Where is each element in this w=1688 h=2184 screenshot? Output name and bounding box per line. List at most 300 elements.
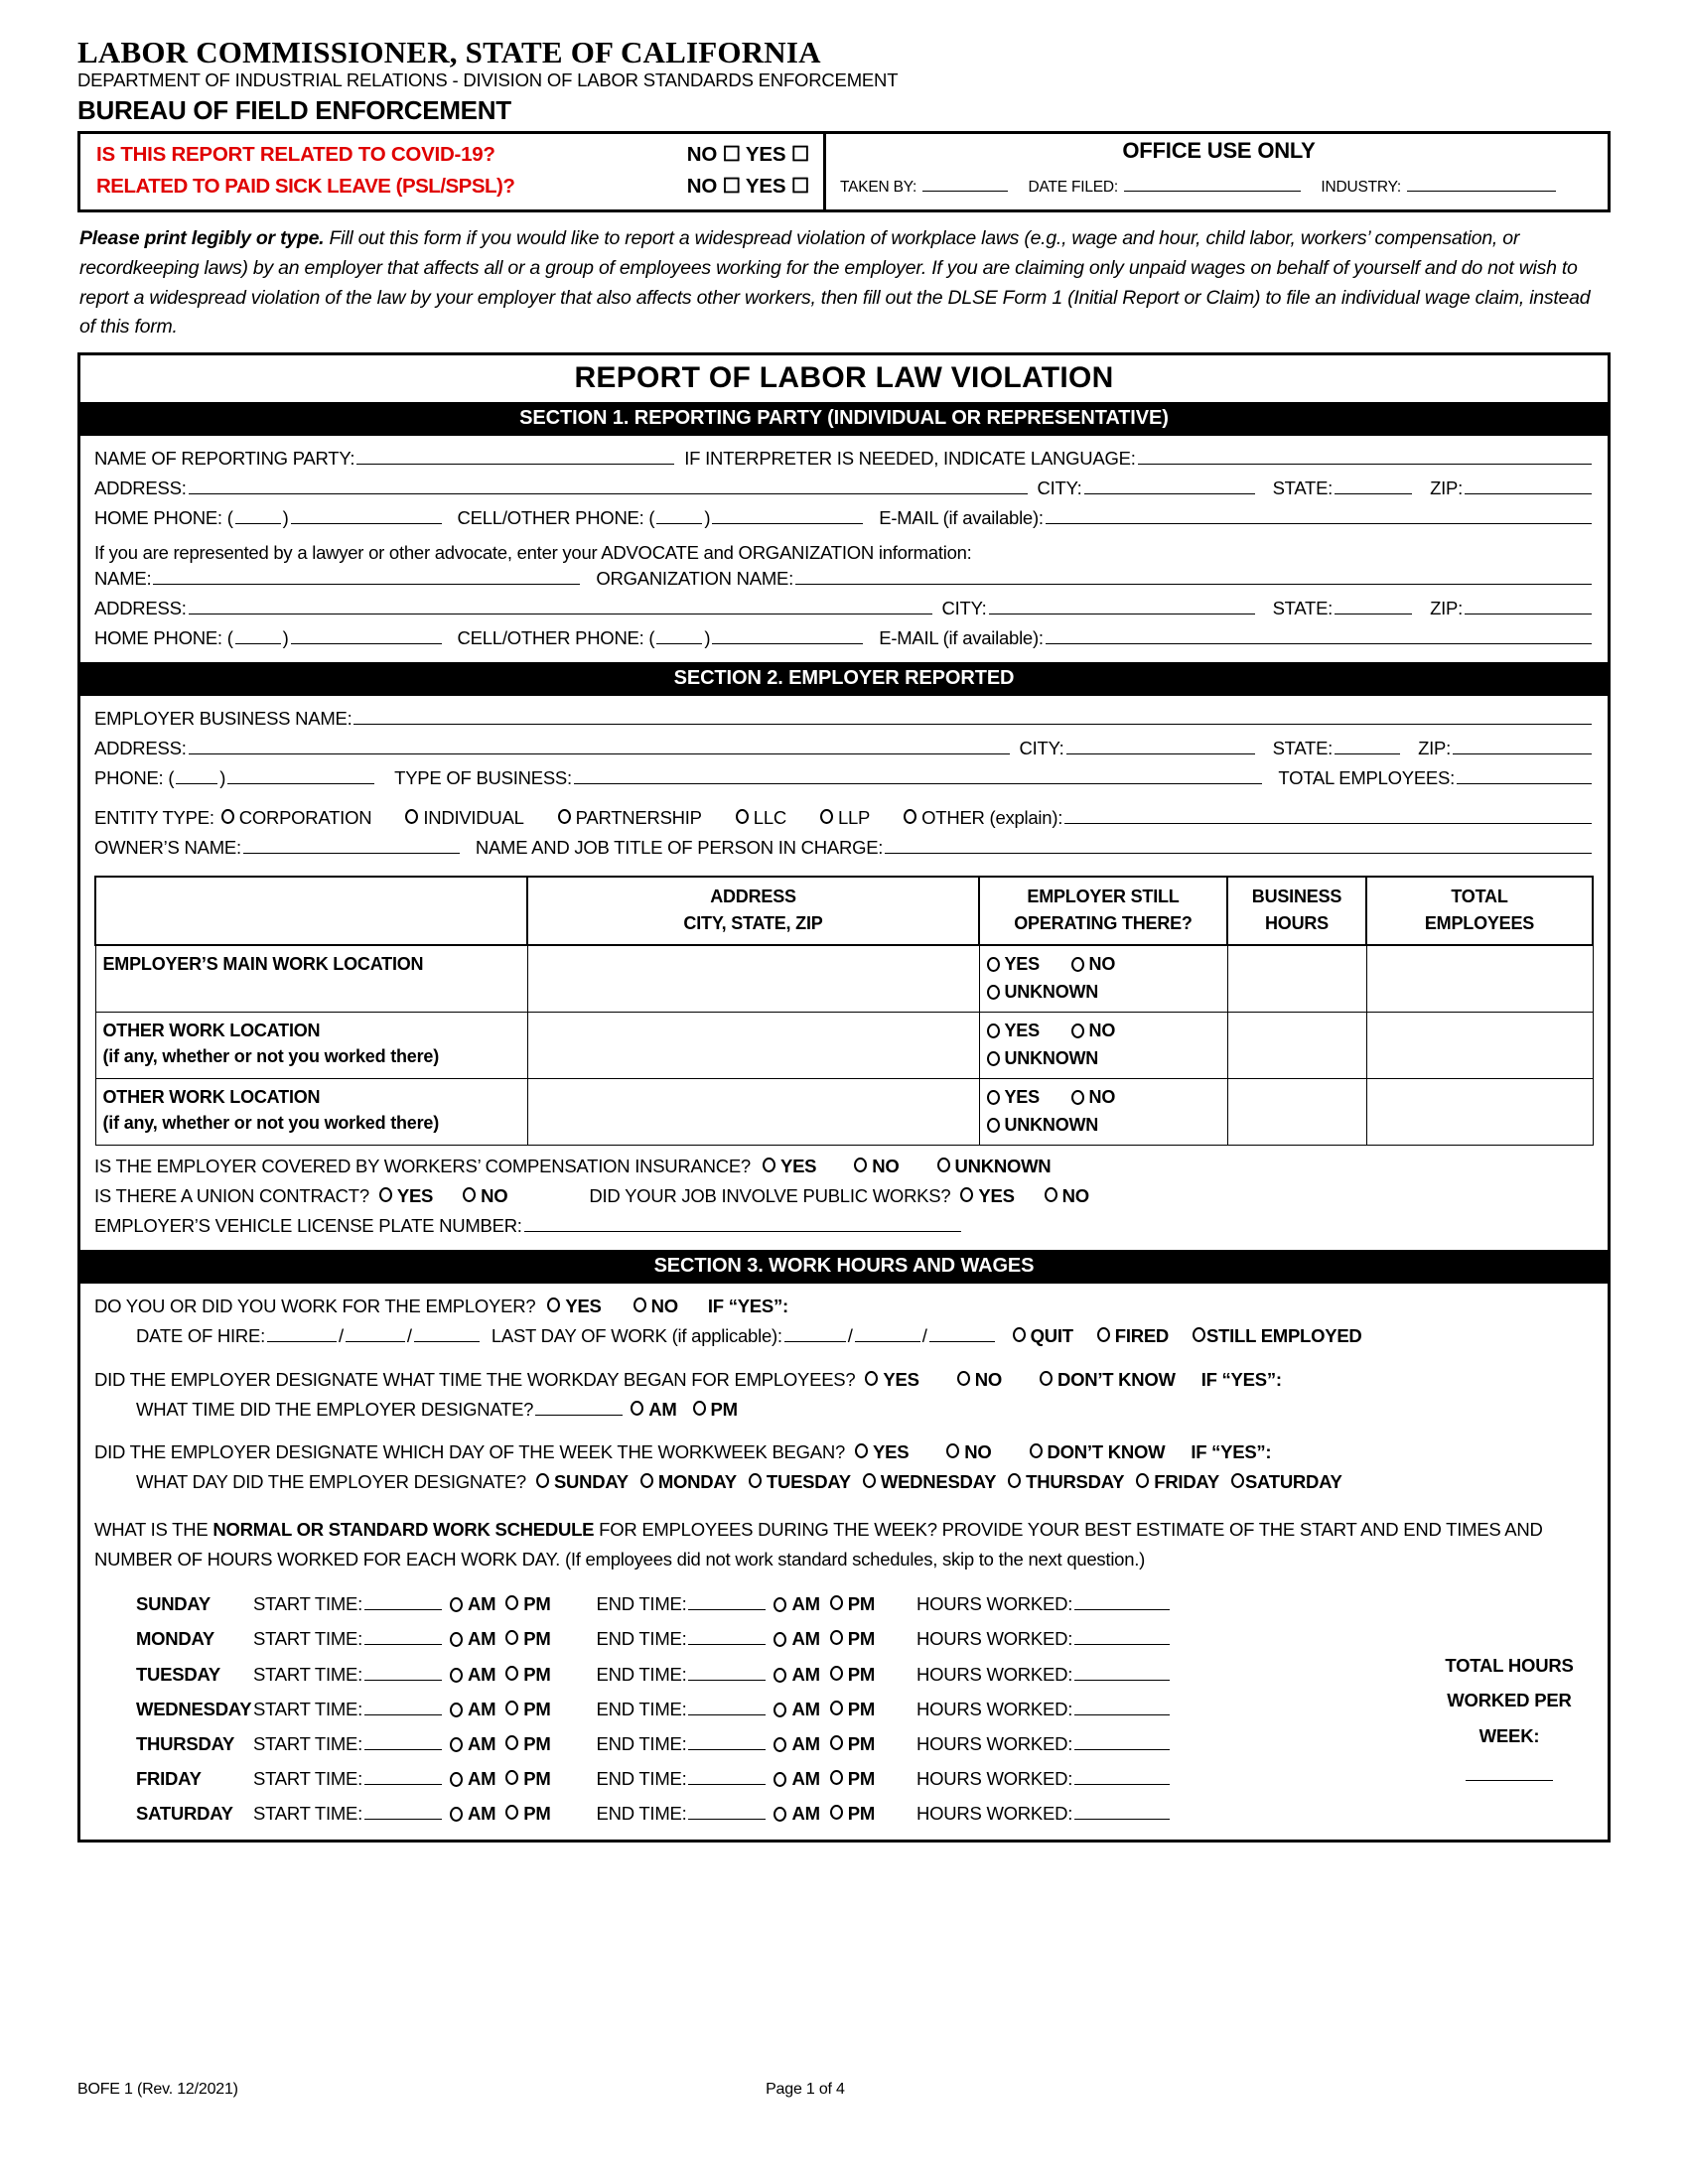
reporting-party-city-input[interactable] — [1084, 476, 1255, 494]
separation-option-fired[interactable]: FIRED — [1114, 1324, 1170, 1346]
radio-start-am-icon[interactable] — [450, 1807, 463, 1822]
union-question: IS THERE A UNION CONTRACT? — [94, 1184, 369, 1206]
entity-type-label: ENTITY TYPE: — [94, 806, 214, 828]
other1-address-input[interactable] — [527, 1013, 979, 1079]
header-total-line2: EMPLOYEES — [1424, 913, 1535, 934]
union-option-yes[interactable]: YES — [396, 1184, 434, 1206]
advocate-home-phone-area-input[interactable] — [235, 625, 281, 644]
license-plate-input[interactable] — [524, 1213, 961, 1232]
workday-time-question: WHAT TIME DID THE EMPLOYER DESIGNATE? — [136, 1398, 534, 1420]
row-label-line2: (if any, whether or not you worked there) — [102, 1046, 440, 1067]
radio-wc-unknown-icon[interactable] — [937, 1158, 950, 1172]
label-yes[interactable]: YES — [1004, 1021, 1040, 1041]
start-pm-label[interactable]: PM — [523, 1628, 551, 1650]
radio-unknown-icon[interactable] — [987, 985, 1000, 1000]
radio-llc-icon[interactable] — [736, 809, 749, 824]
radio-yes-icon[interactable] — [987, 1024, 1000, 1038]
radio-no-icon[interactable] — [1071, 1024, 1084, 1038]
label-yes[interactable]: YES — [1004, 954, 1040, 975]
end-pm-label[interactable]: PM — [847, 1593, 875, 1615]
taken-by-input[interactable] — [922, 173, 1008, 192]
type-of-business-input[interactable] — [574, 765, 1262, 784]
radio-corporation-icon[interactable] — [221, 809, 234, 824]
other2-address-input[interactable] — [527, 1078, 979, 1145]
office-use-only — [823, 134, 1608, 209]
hours-worked-label: HOURS WORKED: — [916, 1628, 1073, 1650]
radio-end-am-icon[interactable] — [774, 1772, 786, 1787]
city-label: CITY: — [1037, 477, 1082, 498]
home-phone-label: HOME PHONE: ( — [94, 506, 233, 528]
radio-still-employed-icon[interactable] — [1193, 1327, 1205, 1342]
organization-label: ORGANIZATION NAME: — [596, 567, 794, 589]
radio-llp-icon[interactable] — [820, 809, 833, 824]
reporting-party-name-input[interactable] — [356, 446, 674, 465]
radio-end-pm-icon[interactable] — [830, 1735, 843, 1750]
radio-workday-pm-icon[interactable] — [693, 1401, 706, 1416]
start-am-label[interactable]: AM — [467, 1663, 496, 1685]
label-no[interactable]: NO — [1088, 1021, 1116, 1041]
lastday-month-input[interactable] — [784, 1323, 846, 1342]
day-option-thursday[interactable]: THURSDAY — [1026, 1471, 1125, 1493]
psl-checkboxes[interactable]: NO ☐ YES ☐ — [686, 175, 809, 199]
radio-end-am-icon[interactable] — [774, 1597, 786, 1612]
radio-no-icon[interactable] — [1071, 1090, 1084, 1105]
start-time-input[interactable] — [364, 1766, 442, 1785]
employer-phone-input[interactable] — [227, 765, 374, 784]
entity-option-other[interactable]: OTHER (explain): — [921, 806, 1063, 828]
employer-state-label: STATE: — [1272, 737, 1334, 758]
covid19-row[interactable] — [96, 139, 823, 171]
radio-start-pm-icon[interactable] — [505, 1770, 518, 1785]
radio-day-friday-icon[interactable] — [1136, 1473, 1149, 1488]
other1-operating-unknown[interactable] — [987, 1045, 1220, 1073]
section1-header: SECTION 1. REPORTING PARTY (INDIVIDUAL OR REPRESENTATIVE) — [80, 402, 1608, 436]
end-time-input[interactable] — [688, 1626, 766, 1645]
radio-start-pm-icon[interactable] — [505, 1595, 518, 1610]
radio-start-am-icon[interactable] — [450, 1703, 463, 1717]
label-unknown[interactable]: UNKNOWN — [1004, 1048, 1099, 1069]
row-label-other-location-1 — [95, 1013, 527, 1079]
employer-address-input[interactable] — [189, 736, 1010, 754]
schedule-row-friday — [94, 1761, 1594, 1796]
start-am-label[interactable]: AM — [467, 1628, 496, 1650]
workday-option-no[interactable]: NO — [974, 1368, 1002, 1390]
employer-city-label: CITY: — [1019, 737, 1064, 758]
day-option-friday[interactable]: FRIDAY — [1154, 1471, 1219, 1493]
radio-start-am-icon[interactable] — [450, 1668, 463, 1683]
advocate-home-phone-input[interactable] — [291, 625, 442, 644]
advocate-name-label: NAME: — [94, 567, 152, 589]
workers-comp-row — [94, 1152, 1594, 1181]
hours-worked-label: HOURS WORKED: — [916, 1803, 1073, 1825]
end-am-label[interactable]: AM — [791, 1628, 820, 1650]
workday-option-yes[interactable]: YES — [883, 1368, 919, 1390]
radio-work-yes-icon[interactable] — [547, 1297, 560, 1312]
other2-operating-unknown[interactable] — [987, 1112, 1220, 1140]
hours-worked-input[interactable] — [1074, 1626, 1170, 1645]
start-am-label[interactable]: AM — [467, 1593, 496, 1615]
start-pm-label[interactable]: PM — [523, 1698, 551, 1719]
radio-yes-icon[interactable] — [987, 957, 1000, 972]
radio-start-pm-icon[interactable] — [505, 1701, 518, 1715]
schedule-row-saturday — [94, 1796, 1594, 1831]
label-no[interactable]: NO — [1088, 1086, 1116, 1107]
end-time-input[interactable] — [688, 1731, 766, 1750]
entity-option-llc[interactable]: LLC — [753, 806, 786, 828]
covid19-checkboxes[interactable]: NO ☐ YES ☐ — [686, 143, 809, 167]
other1-total-employees-input[interactable] — [1366, 1013, 1593, 1079]
hours-worked-input[interactable] — [1074, 1731, 1170, 1750]
hire-month-input[interactable] — [267, 1323, 337, 1342]
end-time-label: END TIME: — [596, 1663, 687, 1685]
end-am-label[interactable]: AM — [791, 1663, 820, 1685]
advocate-address-input[interactable] — [189, 596, 932, 614]
agency-title: LABOR COMMISSIONER, STATE OF CALIFORNIA — [77, 35, 821, 69]
radio-workday-am-icon[interactable] — [631, 1401, 643, 1416]
start-time-input[interactable] — [364, 1591, 442, 1610]
start-time-input[interactable] — [364, 1697, 442, 1715]
hours-worked-input[interactable] — [1074, 1591, 1170, 1610]
industry-input[interactable] — [1407, 173, 1556, 192]
start-time-input[interactable] — [364, 1731, 442, 1750]
employer-state-input[interactable] — [1335, 736, 1400, 754]
start-time-label: START TIME: — [253, 1628, 362, 1650]
radio-start-am-icon[interactable] — [450, 1597, 463, 1612]
other1-operating-yes-no[interactable] — [987, 1018, 1220, 1045]
organization-name-input[interactable] — [795, 566, 1592, 585]
employer-address-label: ADDRESS: — [94, 737, 187, 758]
day-option-monday[interactable]: MONDAY — [657, 1471, 737, 1493]
start-pm-label[interactable]: PM — [523, 1663, 551, 1685]
owner-name-input[interactable] — [243, 835, 460, 854]
start-time-label: START TIME: — [253, 1768, 362, 1790]
entity-option-individual[interactable]: INDIVIDUAL — [423, 806, 524, 828]
advocate-zip-input[interactable] — [1465, 596, 1592, 614]
radio-end-am-icon[interactable] — [774, 1703, 786, 1717]
end-pm-label[interactable]: PM — [847, 1663, 875, 1685]
workday-am-label[interactable]: AM — [648, 1398, 677, 1420]
table-row — [95, 1013, 1593, 1079]
radio-day-thursday-icon[interactable] — [1008, 1473, 1021, 1488]
public-works-question: DID YOUR JOB INVOLVE PUBLIC WORKS? — [589, 1184, 951, 1206]
entity-option-llp[interactable]: LLP — [837, 806, 871, 828]
page-footer — [77, 2081, 1611, 2099]
schedule-day-label: TUESDAY — [136, 1663, 220, 1685]
schedule-day-label: SATURDAY — [136, 1803, 233, 1825]
radio-union-no-icon[interactable] — [463, 1187, 476, 1202]
advocate-phone-row — [94, 623, 1594, 653]
workday-option-dont-know[interactable]: DON’T KNOW — [1056, 1368, 1176, 1390]
employer-phone-area-input[interactable] — [176, 765, 217, 784]
radio-end-pm-icon[interactable] — [830, 1770, 843, 1785]
entity-option-corporation[interactable]: CORPORATION — [238, 806, 372, 828]
instructions-lead: Please print legibly or type. — [79, 227, 325, 250]
radio-workday-yes-icon[interactable] — [865, 1371, 878, 1386]
radio-end-pm-icon[interactable] — [830, 1666, 843, 1681]
reporting-party-zip-input[interactable] — [1465, 476, 1592, 494]
employer-city-input[interactable] — [1066, 736, 1255, 754]
start-pm-label[interactable]: PM — [523, 1768, 551, 1790]
type-of-business-label: TYPE OF BUSINESS: — [394, 766, 572, 788]
separation-option-still-employed[interactable]: STILL EMPLOYED — [1206, 1324, 1362, 1346]
employer-business-name-row — [94, 704, 1594, 734]
label-unknown[interactable]: UNKNOWN — [1004, 982, 1099, 1003]
radio-start-pm-icon[interactable] — [505, 1805, 518, 1820]
employer-zip-label: ZIP: — [1418, 737, 1451, 758]
workday-pm-label[interactable]: PM — [710, 1398, 738, 1420]
end-am-label[interactable]: AM — [791, 1593, 820, 1615]
radio-start-am-icon[interactable] — [450, 1632, 463, 1647]
radio-start-pm-icon[interactable] — [505, 1666, 518, 1681]
start-time-input[interactable] — [364, 1662, 442, 1681]
pw-option-no[interactable]: NO — [1061, 1184, 1089, 1206]
union-public-works-row — [94, 1181, 1594, 1211]
workday-question-row — [94, 1365, 1594, 1395]
separation-option-quit[interactable]: QUIT — [1030, 1324, 1073, 1346]
start-time-label: START TIME: — [253, 1803, 362, 1825]
home-phone-area-input[interactable] — [235, 505, 281, 524]
hours-worked-label: HOURS WORKED: — [916, 1732, 1073, 1754]
start-pm-label[interactable]: PM — [523, 1803, 551, 1825]
end-am-label[interactable]: AM — [791, 1768, 820, 1790]
end-time-input[interactable] — [688, 1662, 766, 1681]
office-use-fields[interactable] — [840, 173, 1598, 197]
advocate-state-input[interactable] — [1335, 596, 1412, 614]
total-hours-input[interactable] — [1466, 1779, 1553, 1781]
radio-unknown-icon[interactable] — [987, 1051, 1000, 1066]
hours-worked-input[interactable] — [1074, 1766, 1170, 1785]
radio-day-monday-icon[interactable] — [640, 1473, 653, 1488]
workweek-option-yes[interactable]: YES — [873, 1441, 910, 1463]
hours-worked-input[interactable] — [1074, 1697, 1170, 1715]
home-phone-input[interactable] — [291, 505, 442, 524]
radio-start-pm-icon[interactable] — [505, 1630, 518, 1645]
label-no[interactable]: NO — [1088, 954, 1116, 975]
start-am-label[interactable]: AM — [467, 1698, 496, 1719]
main-operating-yes-no[interactable] — [987, 951, 1220, 979]
radio-unknown-icon[interactable] — [987, 1118, 1000, 1133]
radio-day-wednesday-icon[interactable] — [863, 1473, 876, 1488]
page-number: Page 1 of 4 — [766, 2081, 845, 2098]
advocate-cell-phone-area-input[interactable] — [656, 625, 702, 644]
end-time-input[interactable] — [688, 1766, 766, 1785]
cell-phone-area-input[interactable] — [656, 505, 702, 524]
pw-option-yes[interactable]: YES — [978, 1184, 1015, 1206]
schedule-row-monday — [94, 1621, 1594, 1656]
advocate-city-label: CITY: — [941, 597, 987, 618]
radio-end-am-icon[interactable] — [774, 1632, 786, 1647]
other1-hours-input[interactable] — [1227, 1013, 1366, 1079]
radio-end-am-icon[interactable] — [774, 1807, 786, 1822]
radio-work-no-icon[interactable] — [633, 1297, 646, 1312]
entity-type-row — [94, 803, 1594, 833]
email-label: E-MAIL (if available): — [879, 506, 1044, 528]
radio-other-icon[interactable] — [904, 809, 916, 824]
end-pm-label[interactable]: PM — [847, 1628, 875, 1650]
employer-phone-row — [94, 763, 1594, 793]
reporting-party-address-input[interactable] — [189, 476, 1028, 494]
radio-pw-no-icon[interactable] — [1045, 1187, 1057, 1202]
radio-start-am-icon[interactable] — [450, 1772, 463, 1787]
schedule-day-label: MONDAY — [136, 1628, 215, 1650]
header-hours-line2: HOURS — [1264, 913, 1329, 934]
weekly-schedule — [94, 1586, 1594, 1831]
reporting-party-state-input[interactable] — [1335, 476, 1412, 494]
wc-option-yes[interactable]: YES — [779, 1155, 817, 1176]
radio-individual-icon[interactable] — [405, 809, 418, 824]
other2-operating-yes-no[interactable] — [987, 1084, 1220, 1112]
end-pm-label[interactable]: PM — [847, 1768, 875, 1790]
total-employees-input[interactable] — [1457, 765, 1592, 784]
day-option-wednesday[interactable]: WEDNESDAY — [880, 1471, 997, 1493]
radio-workweek-yes-icon[interactable] — [855, 1443, 868, 1458]
form-body — [77, 352, 1611, 1843]
entity-option-partnership[interactable]: PARTNERSHIP — [575, 806, 702, 828]
section2-header: SECTION 2. EMPLOYER REPORTED — [80, 662, 1608, 696]
radio-wc-yes-icon[interactable] — [763, 1158, 775, 1172]
advocate-email-input[interactable] — [1046, 625, 1592, 644]
header-hours-line1: BUSINESS — [1251, 886, 1342, 906]
main-location-hours-input[interactable] — [1227, 945, 1366, 1012]
end-time-label: END TIME: — [596, 1593, 687, 1615]
end-am-label[interactable]: AM — [791, 1803, 820, 1825]
radio-end-am-icon[interactable] — [774, 1737, 786, 1752]
union-option-no[interactable]: NO — [481, 1184, 508, 1206]
workday-question: DID THE EMPLOYER DESIGNATE WHAT TIME THE WORKDAY BEGAN FOR EMPLOYEES? — [94, 1368, 856, 1390]
start-am-label[interactable]: AM — [467, 1768, 496, 1790]
end-time-input[interactable] — [688, 1591, 766, 1610]
end-time-input[interactable] — [688, 1697, 766, 1715]
radio-day-sunday-icon[interactable] — [536, 1473, 549, 1488]
zip-label: ZIP: — [1430, 477, 1463, 498]
workday-time-input[interactable] — [535, 1397, 623, 1416]
day-option-sunday[interactable]: SUNDAY — [553, 1471, 629, 1493]
end-am-label[interactable]: AM — [791, 1698, 820, 1719]
section1-body — [80, 436, 1608, 662]
psl-row[interactable] — [96, 171, 823, 203]
radio-pw-yes-icon[interactable] — [960, 1187, 973, 1202]
interpreter-language-input[interactable] — [1138, 446, 1592, 465]
radio-partnership-icon[interactable] — [558, 809, 571, 824]
hire-year-input[interactable] — [414, 1323, 480, 1342]
hire-dates-row: DATE OF HIRE: / / LAST DAY OF WORK (if applicable): / / QUIT FIRED STILL EMPLOYED — [94, 1321, 1594, 1351]
radio-workweek-dontknow-icon[interactable] — [1030, 1443, 1043, 1458]
end-pm-label[interactable]: PM — [847, 1698, 875, 1719]
schedule-day-label: WEDNESDAY — [136, 1698, 252, 1719]
radio-start-pm-icon[interactable] — [505, 1735, 518, 1750]
email-input[interactable] — [1046, 505, 1592, 524]
table-header-row — [95, 877, 1593, 946]
wc-option-unknown[interactable]: UNKNOWN — [954, 1155, 1052, 1176]
other2-total-employees-input[interactable] — [1366, 1078, 1593, 1145]
radio-workweek-no-icon[interactable] — [946, 1443, 959, 1458]
start-time-input[interactable] — [364, 1801, 442, 1820]
end-pm-label[interactable]: PM — [847, 1732, 875, 1754]
other2-operating-cell — [979, 1078, 1227, 1145]
end-pm-label[interactable]: PM — [847, 1803, 875, 1825]
lastday-year-input[interactable] — [929, 1323, 995, 1342]
radio-workday-no-icon[interactable] — [957, 1371, 970, 1386]
radio-no-icon[interactable] — [1071, 957, 1084, 972]
workweek-option-no[interactable]: NO — [964, 1441, 992, 1463]
label-yes[interactable]: YES — [1004, 1086, 1040, 1107]
hire-day-input[interactable] — [346, 1323, 405, 1342]
main-location-address-input[interactable] — [527, 945, 979, 1012]
start-pm-label[interactable]: PM — [523, 1732, 551, 1754]
employer-business-name-label: EMPLOYER BUSINESS NAME: — [94, 707, 352, 729]
license-plate-label: EMPLOYER’S VEHICLE LICENSE PLATE NUMBER: — [94, 1214, 522, 1236]
schedule-row-wednesday — [94, 1692, 1594, 1726]
radio-end-am-icon[interactable] — [774, 1668, 786, 1683]
hours-worked-input[interactable] — [1074, 1662, 1170, 1681]
radio-end-pm-icon[interactable] — [830, 1630, 843, 1645]
workweek-if-yes: IF “YES”: — [1191, 1441, 1272, 1463]
advocate-cell-phone-input[interactable] — [712, 625, 863, 644]
employer-zip-input[interactable] — [1453, 736, 1592, 754]
row-label-line1: OTHER WORK LOCATION — [102, 1086, 321, 1107]
hours-worked-input[interactable] — [1074, 1801, 1170, 1820]
entity-other-input[interactable] — [1064, 805, 1592, 824]
radio-workday-dontknow-icon[interactable] — [1040, 1371, 1053, 1386]
workweek-option-dont-know[interactable]: DON’T KNOW — [1047, 1441, 1166, 1463]
header-address-line2: CITY, STATE, ZIP — [683, 913, 823, 934]
employer-phone-paren: ) — [219, 766, 226, 788]
main-operating-unknown[interactable] — [987, 979, 1220, 1007]
radio-wc-no-icon[interactable] — [854, 1158, 867, 1172]
radio-end-pm-icon[interactable] — [830, 1701, 843, 1715]
radio-start-am-icon[interactable] — [450, 1737, 463, 1752]
start-am-label[interactable]: AM — [467, 1803, 496, 1825]
end-am-label[interactable]: AM — [791, 1732, 820, 1754]
wc-option-no[interactable]: NO — [872, 1155, 900, 1176]
day-option-tuesday[interactable]: TUESDAY — [766, 1471, 851, 1493]
radio-end-pm-icon[interactable] — [830, 1595, 843, 1610]
radio-end-pm-icon[interactable] — [830, 1805, 843, 1820]
start-am-label[interactable]: AM — [467, 1732, 496, 1754]
advocate-home-phone-label: HOME PHONE: ( — [94, 626, 233, 648]
radio-fired-icon[interactable] — [1097, 1327, 1110, 1342]
main-location-total-employees-input[interactable] — [1366, 945, 1593, 1012]
radio-day-saturday-icon[interactable] — [1231, 1473, 1244, 1488]
start-time-input[interactable] — [364, 1626, 442, 1645]
radio-quit-icon[interactable] — [1013, 1327, 1026, 1342]
work-option-yes[interactable]: YES — [565, 1295, 602, 1316]
employer-business-name-input[interactable] — [353, 706, 1592, 725]
reporting-party-phone-row — [94, 503, 1594, 533]
person-in-charge-input[interactable] — [885, 835, 1592, 854]
label-unknown[interactable]: UNKNOWN — [1004, 1114, 1099, 1135]
radio-day-tuesday-icon[interactable] — [749, 1473, 762, 1488]
cell-phone-input[interactable] — [712, 505, 863, 524]
date-filed-input[interactable] — [1124, 173, 1301, 192]
work-option-no[interactable]: NO — [650, 1295, 678, 1316]
advocate-state-label: STATE: — [1272, 597, 1334, 618]
row-label-line2: (if any, whether or not you worked there) — [102, 1113, 440, 1133]
start-pm-label[interactable]: PM — [523, 1593, 551, 1615]
total-hours-line1: TOTAL HOURS — [1445, 1655, 1574, 1677]
other2-hours-input[interactable] — [1227, 1078, 1366, 1145]
lastday-day-input[interactable] — [855, 1323, 920, 1342]
advocate-note: If you are represented by a lawyer or other advocate, enter your ADVOCATE and ORGANIZATION information: — [94, 541, 972, 563]
radio-union-yes-icon[interactable] — [379, 1187, 392, 1202]
end-time-input[interactable] — [688, 1801, 766, 1820]
end-time-label: END TIME: — [596, 1768, 687, 1790]
radio-yes-icon[interactable] — [987, 1090, 1000, 1105]
advocate-name-input[interactable] — [153, 566, 580, 585]
day-option-saturday[interactable]: SATURDAY — [1244, 1471, 1342, 1493]
advocate-city-input[interactable] — [989, 596, 1255, 614]
advocate-address-row — [94, 594, 1594, 623]
